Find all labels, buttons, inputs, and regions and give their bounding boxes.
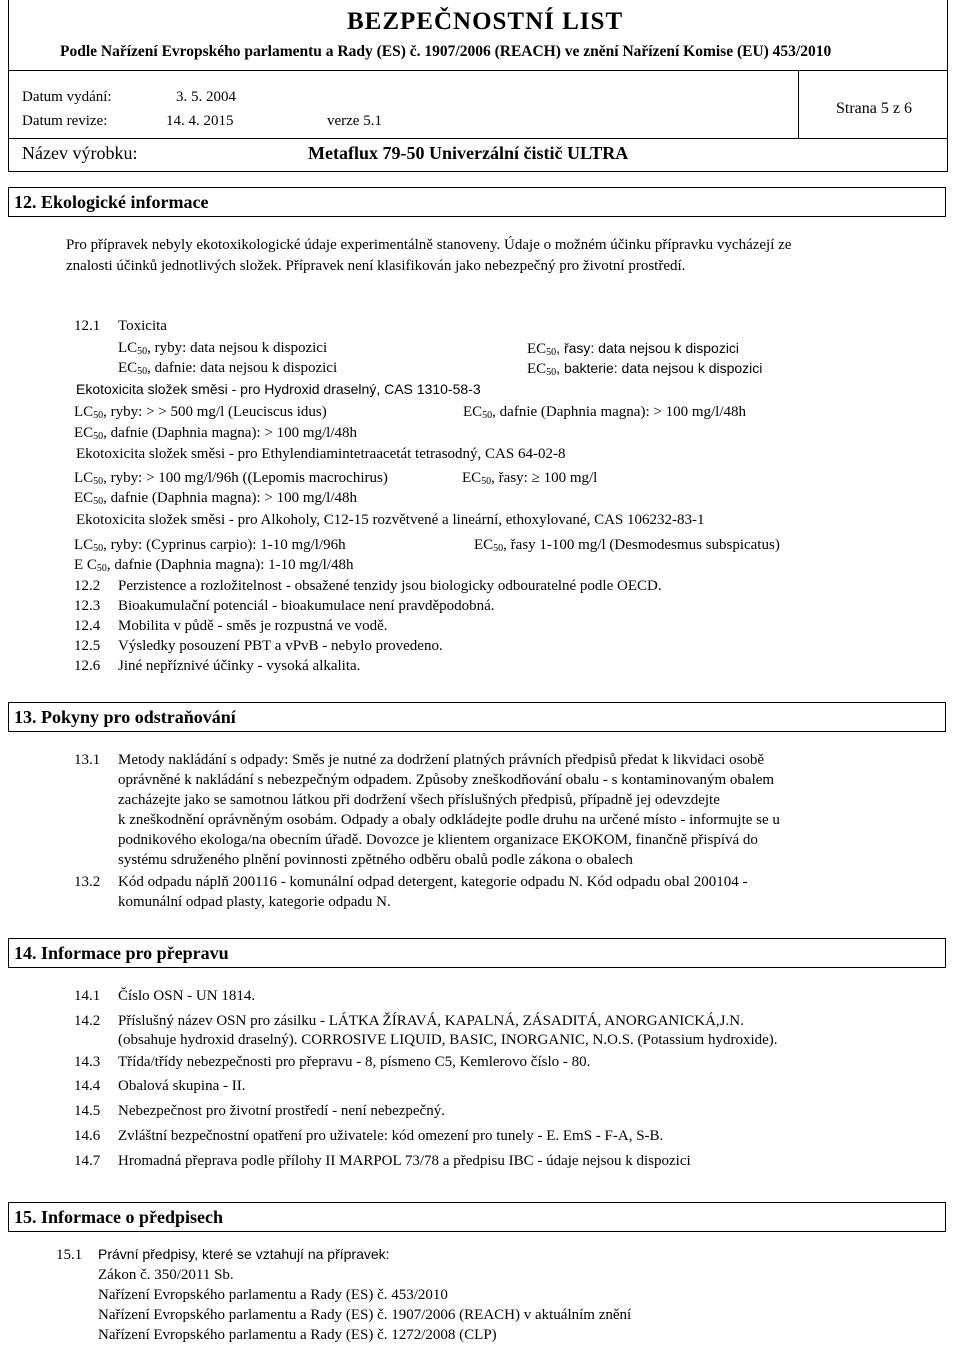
product-name: Metaflux 79-50 Univerzální čistič ULTRA (308, 143, 629, 163)
s13-1-line: Metody nakládání s odpady: Směs je nutné za dodržení platných právních předpisů předat k likvidaci osobě (118, 752, 765, 768)
version: verze 5.1 (327, 113, 382, 129)
header-divider (8, 70, 948, 71)
alc-ec50-daphnia: E $C_{50}$, dafnie (Daphnia magna): 1-10 mg/l/48h (74, 557, 354, 574)
s14-item: 14.4 Obalová skupina - II. (74, 1078, 246, 1094)
s12-item: 12.4 Mobilita v půdě - směs je rozpustná ve vodě. (74, 618, 388, 634)
koh-ec50-daphnia-1: $EC_{50}$, dafnie (Daphnia magna): > 100 mg/l/48h (463, 404, 746, 421)
s14-item: 14.5 Nebezpečnost pro životní prostředí - není nebezpečný. (74, 1103, 445, 1119)
law-item: Zákon č. 350/2011 Sb. (98, 1267, 234, 1283)
s13-2-line: komunální odpad plasty, kategorie odpadu N. (118, 894, 391, 910)
issue-date-label: Datum vydání: (22, 89, 112, 105)
s12-item: 12.3 Bioakumulační potenciál - bioakumulace není pravděpodobná. (74, 598, 495, 614)
s12-1-number: 12.1 (74, 318, 101, 334)
s13-1-number: 13.1 (74, 752, 101, 768)
revision-date: 14. 4. 2015 (166, 113, 234, 129)
edta-lc50-fish: $LC_{50}$, ryby: > 100 mg/l/96h ((Lepomis macrochirus) (74, 470, 388, 487)
s15-1-line: 15.1 Právní předpisy, které se vztahují na přípravek: (56, 1246, 390, 1263)
s12-1-title: Toxicita (118, 318, 167, 334)
ecotox-alcohols-heading: Ekotoxicita složek směsi - pro Alkoholy, C12-15 rozvětvené a lineární, ethoxylované, CAS 106232-83-1 (76, 512, 705, 528)
koh-lc50-fish: $LC_{50}$, ryby: > > 500 mg/l (Leuciscus idus) (74, 404, 327, 421)
s12-item: 12.6 Jiné nepříznivé účinky - vysoká alkalita. (74, 658, 361, 674)
s14-item-cont: (obsahuje hydroxid draselný). CORROSIVE LIQUID, BASIC, INORGANIC, N.O.S. (Potassium hydroxide). (118, 1032, 778, 1048)
s12-item: 12.2 Perzistence a rozložitelnost - obsažené tenzidy jsou biologicky odbouratelné podle OECD. (74, 578, 662, 594)
header-divider-2 (8, 138, 948, 139)
section-15-header: 15. Informace o předpisech (8, 1202, 946, 1232)
s13-1-line: podnikového ekologa/na obecním úřadě. Dovozce je klientem organizace EKOKOM, finančně přispívá do (118, 832, 758, 848)
s12-intro-line1: Pro přípravek nebyly ekotoxikologické údaje experimentálně stanoveny. Údaje o možném účinku přípravku vycházejí ze (66, 237, 792, 253)
law-item: Nařízení Evropského parlamentu a Rady (ES) č. 1907/2006 (REACH) v aktuálním znění (98, 1307, 632, 1323)
document-title: BEZPEČNOSTNÍ LIST (347, 8, 624, 35)
s13-2-number: 13.2 (74, 874, 101, 890)
s13-2-line: Kód odpadu náplň 200116 - komunální odpad detergent, kategorie odpadu N. Kód odpadu obal 200104 - (118, 874, 748, 890)
s13-1-line: systému sdruženého plnění povinnosti zpětného odběru obalů podle zákona o obalech (118, 852, 633, 868)
s12-intro-line2: znalosti účinků jednotlivých složek. Přípravek není klasifikován jako nebezpečný pro životní prostředí. (66, 258, 686, 274)
ecotox-koh-heading: Ekotoxicita složek směsi - pro Hydroxid draselný, CAS 1310-58-3 (76, 381, 481, 397)
edta-ec50-algae: $EC_{50}$, řasy: ≥ 100 mg/l (462, 470, 598, 487)
s14-item: 14.7 Hromadná přeprava podle přílohy II MARPOL 73/78 a předpisu IBC - údaje nejsou k dispozici (74, 1153, 691, 1169)
ec50-bacteria-nodata: $EC_{50}$, bakterie: data nejsou k dispozici (527, 360, 763, 378)
s13-1-line: zacházejte jako se samotnou látkou při dodržení všech příslušných předpisů, případně jej odevzdejte (118, 792, 720, 808)
ec50-algae-nodata: $EC_{50}$, řasy: data nejsou k dispozici (527, 340, 740, 358)
alc-lc50-fish: $LC_{50}$, ryby: (Cyprinus carpio): 1-10 mg/l/96h (74, 537, 346, 554)
law-item: Nařízení Evropského parlamentu a Rady (ES) č. 453/2010 (98, 1287, 448, 1303)
s14-item: 14.6 Zvláštní bezpečnostní opatření pro uživatele: kód omezení pro tunely - E. EmS - F-A, S-B. (74, 1128, 664, 1144)
edta-ec50-daphnia: $EC_{50}$, dafnie (Daphnia magna): > 100 mg/l/48h (74, 490, 357, 507)
ecotox-edta-heading: Ekotoxicita složek směsi - pro Ethylendiamintetraacetát tetrasodný, CAS 64-02-8 (76, 446, 566, 462)
section-14-header: 14. Informace pro přepravu (8, 938, 946, 968)
s13-1-line: oprávněné k nakládání s nebezpečným odpadem. Způsoby zneškodňování obalu - s kontaminovaným obalem (118, 772, 775, 788)
page-number: Strana 5 z 6 (836, 100, 912, 117)
s13-1-line: k zneškodnění oprávněným osobám. Odpady a obaly odkládejte podle druhu na určené místo - informujte se u (118, 812, 780, 828)
lc50-fish-nodata: $LC_{50}$, ryby: data nejsou k dispozici (118, 340, 328, 357)
koh-ec50-daphnia-2: $EC_{50}$, dafnie (Daphnia magna): > 100 mg/l/48h (74, 425, 357, 442)
revision-date-label: Datum revize: (22, 113, 108, 129)
product-label: Název výrobku: (22, 143, 138, 163)
page-divider (798, 70, 799, 138)
s14-item: 14.1 Číslo OSN - UN 1814. (74, 988, 256, 1004)
s14-item: 14.2 Příslušný název OSN pro zásilku - LÁTKA ŽÍRAVÁ, KAPALNÁ, ZÁSADITÁ, ANORGANICKÁ,J.N. (74, 1013, 744, 1029)
ec50-daphnia-nodata: $EC_{50}$, dafnie: data nejsou k dispozici (118, 360, 338, 377)
s14-item: 14.3 Třída/třídy nebezpečnosti pro přepravu - 8, písmeno C5, Kemlerovo číslo - 80. (74, 1054, 591, 1070)
issue-date: 3. 5. 2004 (176, 89, 236, 105)
s12-item: 12.5 Výsledky posouzení PBT a vPvB - nebylo provedeno. (74, 638, 443, 654)
document-subtitle: Podle Nařízení Evropského parlamentu a Rady (ES) č. 1907/2006 (REACH) ve znění Nařízení Komise (EU) 453/2010 (60, 43, 832, 60)
section-13-header: 13. Pokyny pro odstraňování (8, 702, 946, 732)
law-item: Nařízení Evropského parlamentu a Rady (ES) č. 1272/2008 (CLP) (98, 1327, 497, 1343)
alc-ec50-algae: $EC_{50}$, řasy 1-100 mg/l (Desmodesmus subspicatus) (474, 537, 780, 554)
section-12-header: 12. Ekologické informace (8, 187, 946, 217)
